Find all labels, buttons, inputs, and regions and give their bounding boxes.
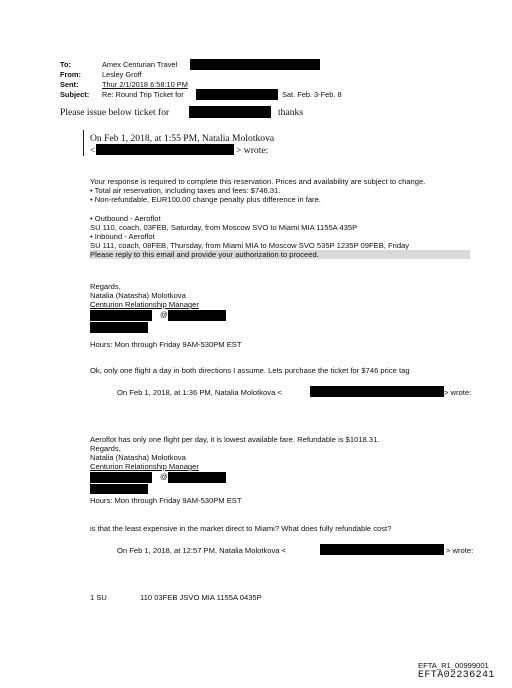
redaction-sig2-c <box>90 484 148 494</box>
quote-lt: < <box>90 145 96 156</box>
from-value: Lesley Groff <box>102 70 142 79</box>
issue-suffix: thanks <box>278 107 304 118</box>
redaction-quote2 <box>310 386 444 397</box>
quote-wrote: > wrote: <box>236 145 269 156</box>
ok-line: Ok, only one flight a day in both directions I assume. Lets purchase the ticket for $746 price tag <box>90 366 410 375</box>
sig2-title: Centurion Relationship Manager <box>90 462 199 471</box>
sent-label: Sent: <box>60 80 79 89</box>
sig1-regards: Regards, <box>90 282 121 291</box>
footer-id-2: EFTA02236241 <box>418 670 495 681</box>
redaction-sig2-a <box>90 472 152 483</box>
sig1-at: @ <box>160 310 168 319</box>
sent-value: Thur 2/1/2018 6:58:10 PM <box>102 80 188 89</box>
redaction-sig1-b <box>168 310 226 321</box>
flight-line-num: 1 SU <box>90 593 107 602</box>
quote3-line: On Feb 1, 2018, at 12:57 PM, Natalia Molotkova < <box>117 546 287 555</box>
redaction-subject <box>196 89 278 100</box>
to-value: Amex Centurian Travel <box>102 60 178 69</box>
from-label: From: <box>60 70 81 79</box>
outbound-title: • Outbound - Aeroflot <box>90 214 161 223</box>
quote-line: On Feb 1, 2018, at 1:55 PM, Natalia Molotkova <box>90 133 275 144</box>
to-label: To: <box>60 60 71 69</box>
sig2-at: @ <box>160 472 168 481</box>
redaction-to <box>190 59 320 70</box>
subject-value: Re: Round Trip Ticket for <box>102 90 184 99</box>
redaction-sig1-a <box>90 310 152 321</box>
footer-id-1: EFTA_R1_00999001 <box>418 661 489 670</box>
least-expensive: is that the least expensive in the market direct to Miami? What does fully refundable cost? <box>90 524 392 533</box>
issue-prefix: Please issue below ticket for <box>60 107 170 118</box>
redaction-sig1-c <box>90 322 148 333</box>
quote3-wrote: > wrote: <box>446 546 474 555</box>
sig1-hours: Hours: Mon through Friday 9AM-530PM EST <box>90 340 242 349</box>
redaction-quote3 <box>320 544 444 555</box>
sig1-title: Centurion Relationship Manager <box>90 300 199 309</box>
total-fare: • Total air reservation, including taxes and fees: $746.31. <box>90 186 281 195</box>
nonrefundable: • Non-refundable, EUR100.00 change penalty plus difference in fare. <box>90 195 321 204</box>
subject-suffix: Sat. Feb. 3-Feb. 8 <box>282 90 342 99</box>
quote2-line: On Feb 1, 2018, at 1:36 PM, Natalia Molotkova < <box>117 388 282 397</box>
subject-label: Subject: <box>60 90 90 99</box>
redaction-quote-email <box>96 144 234 155</box>
redaction-issue <box>189 106 271 118</box>
response-required: Your response is required to complete this reservation. Prices and availability are subject to change. <box>90 177 426 186</box>
outbound-detail: SU 110, coach, 03FEB, Saturday, from Moscow SVO to Miami MIA 1155A 435P <box>90 223 358 232</box>
sig2-hours: Hours: Mon through Friday 9AM-530PM EST <box>90 496 242 505</box>
please-reply: Please reply to this email and provide your authorization to proceed. <box>90 250 470 259</box>
sig2-name: Natalia (Natasha) Molotkova <box>90 453 186 462</box>
sig2-regards: Regards, <box>90 444 121 453</box>
quote-bar <box>83 130 84 156</box>
sig1-name: Natalia (Natasha) Molotkova <box>90 291 186 300</box>
aeroflot-line: Aeroflot has only one flight per day, it is lowest available fare. Refundable is $1018.31. <box>90 435 380 444</box>
flight-line-rest: 110 03FEB JSVO MIA 1155A 0435P <box>140 593 262 602</box>
inbound-detail: SU 111, coach, 08FEB, Thursday, from Miami MIA to Moscow SVO 535P 1235P 09FEB, Friday <box>90 241 410 250</box>
quote2-wrote: > wrote: <box>444 388 472 397</box>
redaction-sig2-b <box>168 472 226 483</box>
inbound-title: • Inbound - Aeroflot <box>90 232 155 241</box>
